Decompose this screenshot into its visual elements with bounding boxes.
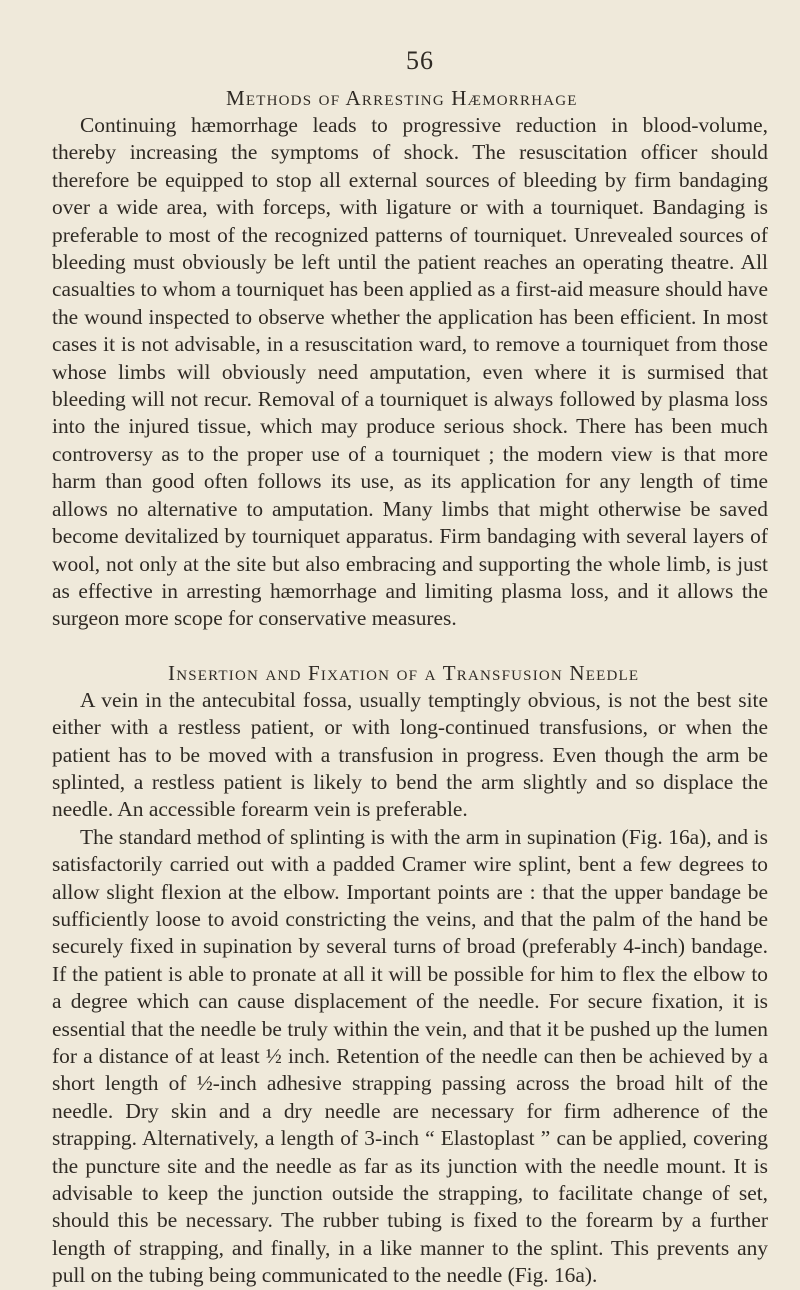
paragraph-vein-site: A vein in the antecubital fossa, usually temptingly obvious, is not the best site either with a restless patient, or with long-continued transfusions, or when the patient has to be moved with a transfusion in progress. Even though the arm be splinted, a restless patient is likely to bend the arm slightly and so displace the needle. An accessible forearm vein is preferable. — [52, 687, 768, 822]
paragraph-splinting-method: The standard method of splinting is with the arm in supination (Fig. 16a), and is satisfactorily carried out with a padded Cramer wire splint, bent a few degrees to allow slight flexion at the elbow. Important points are : that the upper bandage be sufficiently loose to avoid constricting the veins, and that the palm of the hand be securely fixed in supination by several turns of broad (preferably 4-inch) bandage. If the patient is able to pronate at all it will be possible for him to flex the elbow to a degree which can cause displacement of the needle. For secure fixation, it is essential that the needle be truly within the vein, and that it be pushed up the lumen for a distance of at least ½ inch. Retention of the needle can then be achieved by a short length of ½-inch adhesive strapping passing across the broad hilt of the needle. Dry skin and a dry needle are necessary for firm adherence of the strapping. Alternatively, a length of 3-inch “ Elastoplast ” can be applied, covering the puncture site and the needle as far as its junction with the needle mount. It is advisable to keep the junction outside the strapping, to facilitate change of set, should this be necessary. The rubber tubing is fixed to the forearm by a further length of strapping, and finally, in a like manner to the splint. This prevents any pull on the tubing being communicated to the needle (Fig. 16a). — [52, 824, 768, 1288]
page-number: 56 — [406, 46, 434, 75]
section-heading-haemorrhage: Methods of Arresting Hæmorrhage — [226, 86, 578, 110]
paragraph-haemorrhage: Continuing hæmorrhage leads to progressive reduction in blood-volume, thereby increasing the symptoms of shock. The resuscitation officer should therefore be equipped to stop all external sources of bleeding by firm bandaging over a wide area, with forceps, with ligature or with a tourniquet. Bandaging is preferable to most of the recognized patterns of tourniquet. Unrevealed sources of bleeding must obviously be left until the patient reaches an operating theatre. All casualties to whom a tourniquet has been applied as a first-aid measure should have the wound inspected to observe whether the application has been efficient. In most cases it is not advisable, in a resuscitation ward, to remove a tourniquet from those whose limbs will obviously need amputation, even where it is surmised that bleeding will not recur. Removal of a tourniquet is always followed by plasma loss into the injured tissue, which may produce serious shock. There has been much controversy as to the proper use of a tourniquet ; the modern view is that more harm than good often follows its use, as its application for any length of time allows no alternative to amputation. Many limbs that might otherwise be saved become devitalized by tourniquet apparatus. Firm bandaging with several layers of wool, not only at the site but also embracing and supporting the whole limb, is just as effective in arresting hæmorrhage and limiting plasma loss, and it allows the surgeon more scope for conservative measures. — [52, 113, 768, 631]
section-heading-transfusion-needle: Insertion and Fixation of a Transfusion Needle — [168, 660, 640, 685]
